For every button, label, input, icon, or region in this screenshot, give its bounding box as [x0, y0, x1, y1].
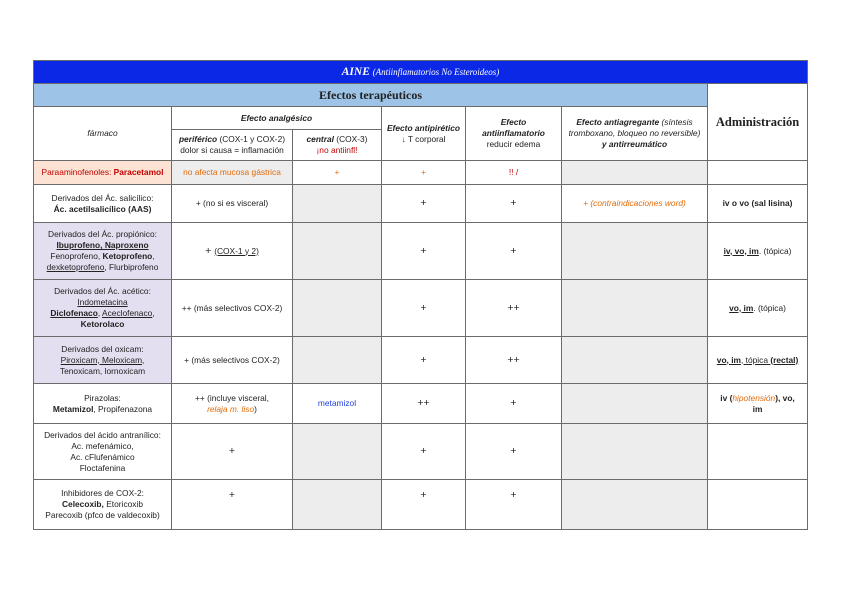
row-oxicam-piroxicam: Piroxicam, Meloxicam, [60, 354, 145, 365]
row-cox2-celecoxib: Celecoxib, [61, 499, 104, 509]
row-cox2-antipiretico: + [382, 480, 466, 530]
row-pirazolas-farmaco [34, 384, 172, 424]
row-propionico-ketoprofeno: Ketoprofeno [102, 251, 153, 261]
row-paracetamol-farmaco [34, 161, 172, 185]
row-cox2-admin [708, 480, 808, 530]
row-acetico-periferico: ++ (más selectivos COX-2) [172, 280, 293, 337]
row-pirazolas-metamizol: Metamizol [52, 403, 94, 414]
row-oxicam-admin-rectal: (rectal) [770, 354, 799, 365]
row-antranilico-antipiretico: + [382, 424, 466, 480]
row-acetico-antiinflamatorio: ++ [466, 280, 562, 337]
table-row [34, 337, 808, 384]
row-pirazolas-admin-hipotension: hipotensión [732, 392, 776, 403]
row-cox2-group: Inhibidores de COX-2: [61, 488, 144, 498]
row-antranilico-drug1: Ac. mefenámico, [71, 440, 134, 451]
row-cox2-central [293, 480, 382, 530]
row-oxicam-central [293, 337, 382, 384]
row-propionico-flurbiprofeno: , Flurbiprofeno [104, 262, 159, 272]
col-antiagregante [562, 107, 708, 161]
col-central-bold: central [306, 134, 334, 144]
row-pirazolas-periferico-relaja: relaja m. liso [207, 403, 255, 414]
row-pirazolas-propifenazona: , Propifenazona [93, 403, 153, 414]
row-propionico-periferico-cox: (COX-1 y 2) [214, 245, 259, 256]
row-salicilico-admin: iv o vo (sal lisina) [708, 185, 808, 223]
row-cox2-periferico: + [172, 480, 293, 530]
row-pirazolas-antiagregante [562, 384, 708, 424]
row-acetico-antiagregante [562, 280, 708, 337]
row-cox2-etoricoxib: Etoricoxib [103, 499, 143, 509]
row-oxicam-farmaco [34, 337, 172, 384]
row-paracetamol-antipiretico: + [382, 161, 466, 185]
row-acetico-farmaco: Derivados del Ác. acético: Indometacina Diclofenaco, Aceclofenaco, Ketorolaco [34, 280, 172, 337]
title-main: AINE [341, 65, 370, 78]
row-antranilico-antiinflamatorio: + [466, 424, 562, 480]
col-antiinflamatorio [466, 107, 562, 161]
col-antipiretico [382, 107, 466, 161]
row-paracetamol-drug: Paracetamol [113, 167, 164, 177]
col-central [293, 130, 382, 161]
row-pirazolas-periferico [172, 384, 293, 424]
row-propionico-admin [708, 223, 808, 280]
row-salicilico-antiagregante: + (contraindicaciones word) [562, 185, 708, 223]
row-paracetamol-periferico: no afecta mucosa gástrica [172, 161, 293, 185]
row-propionico-admin-main: iv, vo, im [723, 245, 759, 256]
row-antranilico-antiagregante [562, 424, 708, 480]
col-periferico-rest: (COX-1 y COX-2) [219, 134, 286, 144]
table-row [34, 480, 808, 530]
table-row [34, 185, 808, 223]
row-paracetamol-admin [708, 161, 808, 185]
col-antiagregante-line2: y antirreumático [601, 139, 668, 149]
row-propionico-antiagregante [562, 223, 708, 280]
row-cox2-antiinflamatorio: + [466, 480, 562, 530]
col-antiagregante-rest: (síntesis tromboxano, bloqueo no reversible) [568, 117, 701, 138]
row-antranilico-farmaco [34, 424, 172, 480]
row-cox2-farmaco [34, 480, 172, 530]
row-oxicam-group: Derivados del oxicam: [61, 343, 144, 354]
row-propionico-periferico-plus: + [205, 244, 215, 257]
row-salicilico-central [293, 185, 382, 223]
table-title [34, 61, 808, 84]
row-paracetamol-antiinflamatorio: !! / [466, 161, 562, 185]
row-propionico-ibuprofeno: Ibuprofeno, Naproxeno [56, 240, 149, 250]
row-acetico-ketorolaco: Ketorolaco [80, 319, 125, 329]
row-acetico-admin [708, 280, 808, 337]
row-acetico-central [293, 280, 382, 337]
row-pirazolas-admin-im: im [752, 403, 763, 414]
row-oxicam-admin [708, 337, 808, 384]
row-acetico-aceclofenaco: Aceclofenaco [102, 308, 153, 318]
row-oxicam-admin-main: vo, im [716, 354, 741, 365]
row-oxicam-antiinflamatorio: ++ [466, 337, 562, 384]
row-propionico-periferico [172, 223, 293, 280]
row-oxicam-admin-mid: , tópica [740, 354, 771, 365]
row-antranilico-drug2: Ac. cFlufenámico [70, 451, 135, 462]
col-antiinflamatorio-sub: reducir edema [486, 139, 541, 149]
table-row [34, 223, 808, 280]
table-row [34, 161, 808, 185]
col-central-rest: (COX-3) [336, 134, 368, 144]
row-propionico-dexketoprofeno: dexketoprofeno [46, 262, 105, 272]
row-propionico-fenoprofeno: Fenoprofeno, [50, 251, 103, 261]
row-propionico-antipiretico: + [382, 223, 466, 280]
row-paracetamol-central: + [293, 161, 382, 185]
row-propionico-antiinflamatorio: + [466, 223, 562, 280]
row-pirazolas-periferico-close: ) [254, 403, 257, 414]
row-propionico-central [293, 223, 382, 280]
col-periferico [172, 130, 293, 161]
row-antranilico-admin [708, 424, 808, 480]
row-antranilico-group: Derivados del ácido antranílico: [44, 429, 161, 440]
row-cox2-parecoxib: Parecoxib (pfco de valdecoxib) [45, 510, 160, 520]
aine-table [33, 60, 808, 530]
table-row [34, 424, 808, 480]
col-analgesico: Efecto analgésico [172, 107, 382, 130]
row-acetico-diclofenaco: Diclofenaco [50, 308, 98, 318]
col-periferico-line2: dolor si causa = inflamación [180, 145, 284, 155]
row-salicilico-periferico: + (no si es visceral) [172, 185, 293, 223]
admin-header: Administración [708, 84, 808, 161]
row-oxicam-antiagregante [562, 337, 708, 384]
col-periferico-bold: periférico [178, 134, 218, 144]
row-antranilico-periferico: + [172, 424, 293, 480]
row-pirazolas-central: metamizol [293, 384, 382, 424]
row-oxicam-antipiretico: + [382, 337, 466, 384]
row-acetico-indometacina: Indometacina [77, 297, 128, 307]
row-salicilico-antiinflamatorio: + [466, 185, 562, 223]
col-farmaco: fármaco [34, 107, 172, 161]
row-paracetamol-group: Paraaminofenoles: [41, 167, 114, 177]
row-propionico-admin-rest: . (tópica) [758, 245, 792, 256]
row-salicilico-drug: Ác. acetilsalicílico (AAS) [53, 203, 152, 214]
row-pirazolas-antiinflamatorio: + [466, 384, 562, 424]
col-antiinflamatorio-title: Efecto antiinflamatorio [482, 117, 545, 138]
row-acetico-antipiretico: + [382, 280, 466, 337]
row-pirazolas-admin-iv: iv ( [720, 392, 733, 403]
col-central-line2: ¡no antiinfl! [316, 145, 358, 155]
row-acetico-group: Derivados del Ác. acético: [54, 286, 151, 296]
row-oxicam-tenoxicam: Tenoxicam, lornoxicam [59, 365, 146, 376]
row-acetico-admin-main: vo, im [729, 302, 754, 313]
row-cox2-antiagregante [562, 480, 708, 530]
row-pirazolas-admin [708, 384, 808, 424]
col-antiagregante-bold: Efecto antiagregante [576, 117, 660, 127]
row-pirazolas-antipiretico: ++ [382, 384, 466, 424]
row-pirazolas-admin-tail: ), vo, [775, 392, 795, 403]
row-antranilico-drug3: Floctafenina [79, 462, 126, 473]
col-antipiretico-title: Efecto antipirético [386, 122, 461, 133]
table-row [34, 384, 808, 424]
row-propionico-group: Derivados del Ác. propiónico: [48, 229, 157, 239]
title-subtitle: (Antiinflamatorios No Esteroideos) [372, 66, 500, 77]
row-salicilico-group: Derivados del Ác. salicílico: [51, 192, 154, 203]
efectos-header: Efectos terapéuticos [34, 84, 708, 107]
row-propionico-farmaco: Derivados del Ác. propiónico: Ibuprofeno, Naproxeno Fenoprofeno, Ketoprofeno, dexketoprofeno, Flurbiprofeno [34, 223, 172, 280]
row-pirazolas-group: Pirazolas: [84, 392, 121, 403]
row-oxicam-periferico: + (más selectivos COX-2) [172, 337, 293, 384]
col-antipiretico-sub: ↓ T corporal [401, 133, 446, 144]
row-antranilico-central [293, 424, 382, 480]
row-paracetamol-antiagregante [562, 161, 708, 185]
row-pirazolas-periferico-text: ++ (incluye visceral, [194, 392, 269, 403]
row-salicilico-antipiretico: + [382, 185, 466, 223]
table-row [34, 280, 808, 337]
row-acetico-admin-rest: . (tópica) [753, 302, 786, 313]
row-salicilico-farmaco [34, 185, 172, 223]
